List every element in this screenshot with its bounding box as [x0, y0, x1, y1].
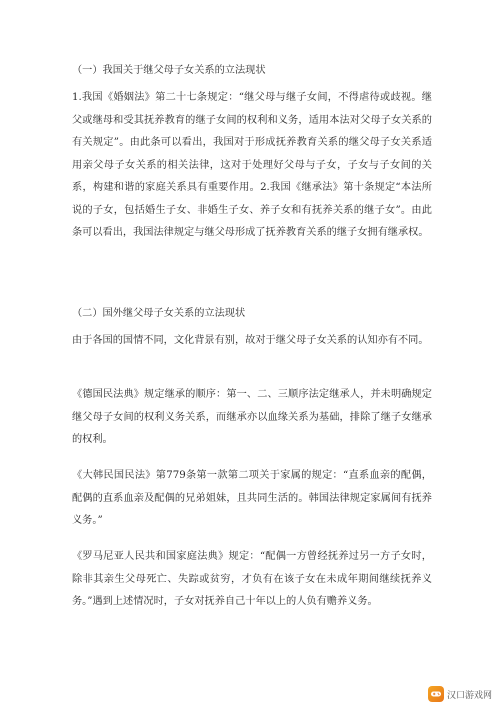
paragraph-germany: 《德国民法典》规定继承的顺序：第一、二、三顺序法定继承人，并未明确规定继父母子女间的权利义务关系，而继承亦以血缘关系为基础，排除了继子女继承的权利。	[72, 389, 432, 445]
paragraph-romania: 《罗马尼亚人民共和国家庭法典》规定：“配偶一方曾经抚养过另一方子女时，除非其亲生父母死亡、失踪或贫穷，才负有在该子女在未成年期间继续抚养义务。”遇到上述情况时，子女对抚养自己十年以上的人负有赡养义务。	[72, 551, 432, 607]
site-watermark	[428, 686, 492, 702]
section-heading-domestic: （一）我国关于继父母子女关系的立法现状	[72, 65, 266, 76]
watermark-text: 汉口游戏网	[446, 690, 492, 701]
paragraph-domestic-law: 1.我国《婚姻法》第二十七条规定：“继父母与继子女间，不得虐待或歧视。继父或继母和受其抚养教育的继子女间的权利和义务，适用本法对父母子女关系的有关规定”。由此条可以看出，我国对于形成抚养教育关系的继父母子女关系适用亲父母子女关系的相关法律，这对于处理好父母与子女，子女与子女间的关系，构建和谐的家庭关系具有重要作用。2.我国《继承法》第十条规定“本法所说的子女，包括婚生子女、非婚生子女、养子女和有抚养关系的继子女”。由此条可以看出，我国法律规定与继父母形成了抚养教育关系的继子女拥有继承权。	[72, 92, 432, 238]
gamepad-icon	[428, 686, 444, 702]
paragraph-foreign-intro: 由于各国的国情不同，文化背景有别，故对于继父母子女关系的认知亦有不同。	[72, 335, 429, 346]
paragraph-korea: 《大韩民国民法》第779条第一款第二项关于家属的规定：“直系血亲的配偶，配偶的直系血亲及配偶的兄弟姐妹，且共同生活的。韩国法律规定家属间有抚养义务。”	[72, 470, 432, 526]
section-heading-foreign: （二）国外继父母子女关系的立法现状	[72, 308, 246, 319]
